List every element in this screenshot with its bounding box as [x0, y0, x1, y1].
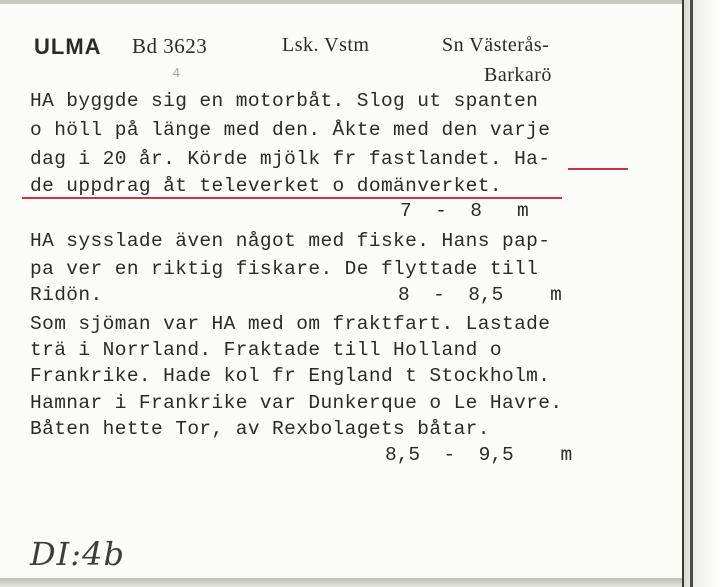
bottom-edge: [0, 578, 682, 587]
parish-field-cont: Barkarö: [484, 64, 552, 86]
reference-number: Bd 3623: [132, 34, 208, 58]
time-marker: 8 - 8,5 m: [398, 284, 562, 306]
text-line: Hamnar i Frankrike var Dunkerque o Le Havre.: [30, 392, 563, 414]
text-line: trä i Norrland. Fraktade till Holland o: [30, 339, 502, 361]
parish-field: Sn Västerås-: [442, 34, 550, 56]
red-underline: [568, 168, 628, 170]
province-field: Lsk. Vstm: [282, 34, 370, 56]
time-marker: 7 - 8 m: [400, 200, 529, 222]
time-marker: 8,5 - 9,5 m: [385, 444, 573, 466]
archive-code: ULMA: [34, 34, 102, 59]
text-line: o höll på länge med den. Åkte med den varje: [30, 119, 551, 141]
text-line: Som sjöman var HA med om fraktfart. Lastade: [30, 313, 551, 335]
handwritten-note: DI:4b: [30, 535, 125, 573]
text-line: de uppdrag åt televerket o domänverket.: [30, 175, 502, 197]
text-line: pa ver en riktig fiskare. De flyttade till: [30, 258, 539, 280]
scan-edge-line: [690, 0, 693, 587]
text-line: Ridön.: [30, 284, 103, 306]
text-line: HA sysslade även något med fiske. Hans pap-: [30, 230, 551, 252]
text-line: HA byggde sig en motorbåt. Slog ut spanten: [30, 90, 539, 112]
red-underline: [22, 197, 562, 199]
text-line: dag i 20 år. Körde mjölk fr fastlandet. Ha-: [30, 148, 551, 170]
text-line: Båten hette Tor, av Rexbolagets båtar.: [30, 418, 490, 440]
text-line: Frankrike. Hade kol fr England t Stockholm.: [30, 365, 551, 387]
faint-mark: 4: [172, 66, 181, 82]
top-edge: [0, 0, 682, 4]
